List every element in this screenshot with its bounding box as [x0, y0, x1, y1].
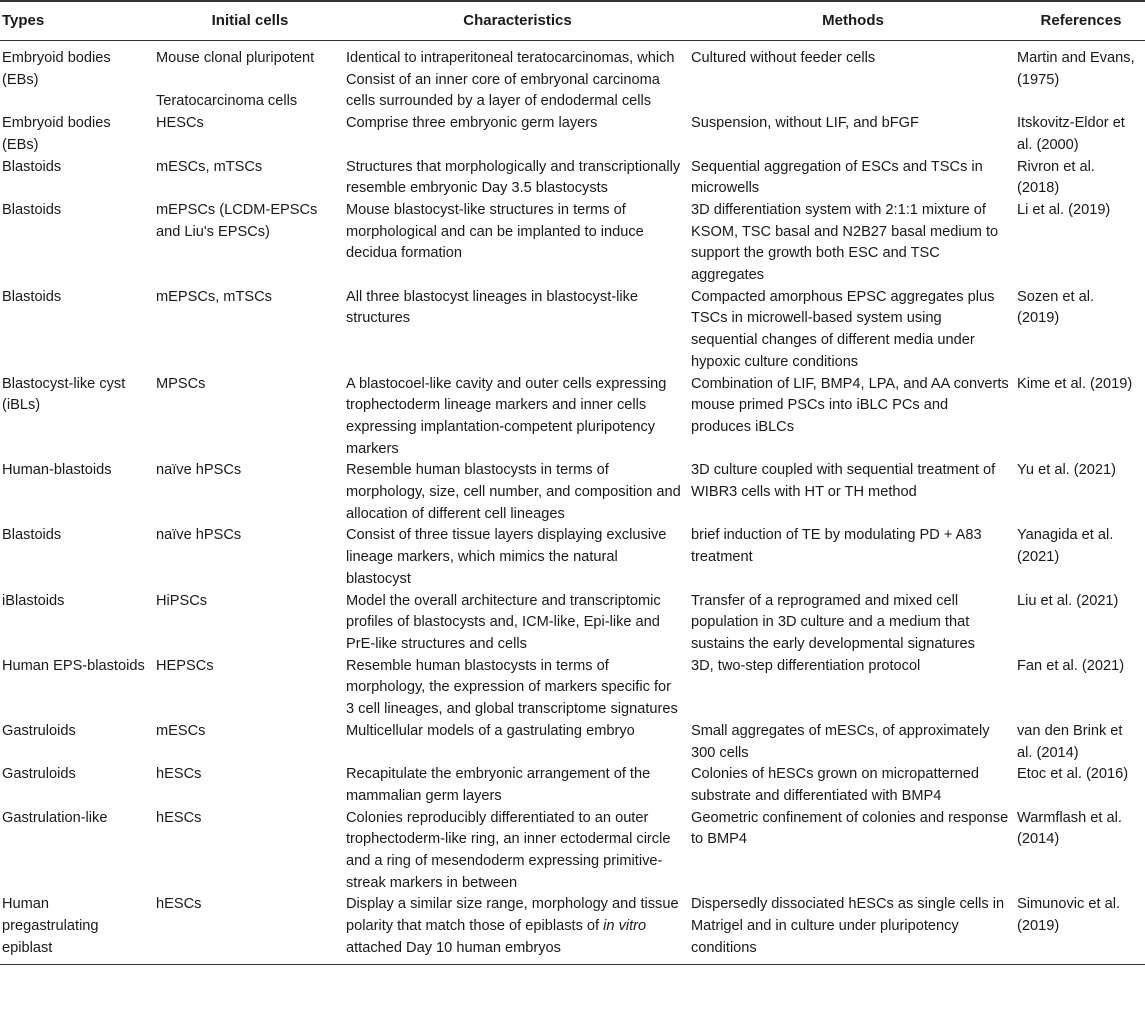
- table-row: [0, 808, 1145, 895]
- cell-references: Simunovic et al. (2019): [1015, 894, 1145, 964]
- cell-methods: Suspension, without LIF, and bFGF: [691, 115, 919, 132]
- cell-methods: Geometric confinement of colonies and response to BMP4: [691, 809, 1009, 848]
- header-initial-cells: Initial cells: [154, 1, 344, 41]
- table-row: [0, 113, 1145, 156]
- cell-methods: Small aggregates of mESCs, of approximately 300 cells: [691, 722, 990, 761]
- table-row: [0, 157, 1145, 200]
- cell-characteristics: Recapitulate the embryonic arrangement of the mammalian germ layers: [346, 766, 651, 804]
- cell-methods: brief induction of TE by modulating PD + A83 treatment: [691, 527, 982, 566]
- cell-initial-cells: HiPSCs: [156, 592, 208, 609]
- cell-initial-cells: naïve hPSCs: [156, 527, 242, 544]
- cell-references: Etoc et al. (2016): [1017, 766, 1129, 783]
- table-row: [0, 41, 1145, 114]
- table-row: [0, 591, 1145, 656]
- cell-references: Martin and Evans, (1975): [1017, 50, 1135, 88]
- cell-initial-cells: HESCs: [156, 115, 204, 132]
- cell-characteristics: [344, 894, 689, 964]
- cell-methods: Transfer of a reprogramed and mixed cell population in 3D culture and a medium that sustains the early developmental signatures: [691, 592, 975, 652]
- table-row: [0, 200, 1145, 287]
- cell-references: Kime et al. (2019): [1017, 375, 1133, 392]
- cell-types: Blastocyst-like cyst (iBLs): [2, 375, 126, 414]
- cell-types: Blastoids: [2, 527, 62, 544]
- cell-characteristics-line: Consist of an inner core of embryonal carcinoma cells surrounded by a layer of endodermal cells: [346, 71, 660, 110]
- cell-references: Li et al. (2019): [1017, 201, 1111, 218]
- cell-methods: Cultured without feeder cells: [691, 50, 876, 66]
- cell-initial-cells: mEPSCs (LCDM-EPSCs and Liu's EPSCs): [156, 201, 318, 240]
- cell-initial-cells: hESCs: [156, 809, 202, 826]
- cell-characteristics: Mouse blastocyst-like structures in terms of morphological and can be implanted to induce decidua formation: [346, 201, 644, 262]
- table-row: [0, 287, 1145, 374]
- cell-initial-cells: hESCs: [156, 766, 202, 783]
- cell-types: Blastoids: [2, 158, 62, 175]
- cell-characteristics: Comprise three embryonic germ layers: [346, 115, 598, 132]
- cell-methods: 3D differentiation system with 2:1:1 mixture of KSOM, TSC basal and N2B27 basal medium to support the growth both ESC and TSC aggregates: [691, 201, 999, 284]
- cell-initial-cells: HEPSCs: [156, 657, 214, 674]
- cell-methods: Combination of LIF, BMP4, LPA, and AA converts mouse primed PSCs into iBLC PCs and produces iBLCs: [691, 375, 1009, 435]
- cell-initial-cells-line: Mouse clonal pluripotent: [156, 50, 315, 66]
- cell-types: Gastrulation-like: [2, 809, 108, 826]
- table-row: [0, 460, 1145, 525]
- cell-references: Fan et al. (2021): [1017, 657, 1125, 674]
- cell-references: Sozen et al. (2019): [1017, 288, 1095, 327]
- cell-types: iBlastoids: [2, 592, 65, 609]
- cell-references: van den Brink et al. (2014): [1017, 722, 1123, 761]
- header-methods: Methods: [689, 1, 1015, 41]
- header-references: References: [1015, 1, 1145, 41]
- cell-characteristics-text: attached Day 10 human embryos: [346, 939, 561, 956]
- cell-characteristics-line: Identical to intraperitoneal teratocarcinomas, which: [346, 50, 675, 66]
- header-types: Types: [0, 1, 154, 41]
- cell-characteristics: Consist of three tissue layers displaying exclusive lineage markers, which mimics the natural blastocyst: [346, 527, 667, 587]
- cell-characteristics: Resemble human blastocysts in terms of morphology, the expression of markers specific for 3 cell lineages, and global transcriptome signatures: [346, 657, 678, 718]
- cell-characteristics: All three blastocyst lineages in blastocyst-like structures: [346, 288, 639, 327]
- cell-initial-cells: naïve hPSCs: [156, 462, 242, 479]
- cell-initial-cells: MPSCs: [156, 375, 206, 392]
- cell-initial-cells-line: Teratocarcinoma cells: [156, 93, 298, 110]
- cell-characteristics-text: Display a similar size range, morphology and tissue polarity that match those of epiblasts of: [346, 896, 679, 935]
- cell-types: Embryoid bodies (EBs): [2, 50, 111, 88]
- cell-types: Human EPS-blastoids: [2, 657, 145, 674]
- cell-references: Itskovitz-Eldor et al. (2000): [1017, 115, 1125, 153]
- cell-types: Gastruloids: [2, 722, 76, 739]
- table-row: [0, 656, 1145, 721]
- header-characteristics: Characteristics: [344, 1, 689, 41]
- cell-references: Yu et al. (2021): [1017, 462, 1116, 479]
- cell-initial-cells: mESCs: [156, 722, 206, 739]
- cell-initial-cells: [154, 41, 344, 114]
- cell-characteristics: Multicellular models of a gastrulating embryo: [346, 722, 635, 739]
- cell-types: Gastruloids: [2, 766, 76, 783]
- table-row: [0, 764, 1145, 807]
- cell-characteristics: [344, 41, 689, 114]
- table-row: [0, 894, 1145, 964]
- cell-characteristics: Model the overall architecture and transcriptomic profiles of blastocysts and, ICM-like, Epi-like and PrE-like structures and cells: [346, 592, 661, 652]
- table-row: [0, 374, 1145, 461]
- cell-references: Yanagida et al. (2021): [1017, 527, 1114, 566]
- cell-characteristics: A blastocoel-like cavity and outer cells expressing trophectoderm lineage markers and inner cells expressing implantation-competent pluripotency markers: [346, 375, 667, 457]
- cell-initial-cells: mEPSCs, mTSCs: [156, 288, 272, 305]
- table-row: [0, 525, 1145, 590]
- cell-initial-cells: mESCs, mTSCs: [156, 158, 263, 175]
- cell-types: Blastoids: [2, 201, 62, 218]
- cell-references: Warmflash et al. (2014): [1017, 809, 1122, 848]
- cell-methods: Colonies of hESCs grown on micropatterned substrate and differentiated with BMP4: [691, 766, 979, 804]
- cell-initial-cells: hESCs: [154, 894, 344, 964]
- cell-characteristics: Resemble human blastocysts in terms of morphology, size, cell number, and composition and allocation of different cell lineages: [346, 462, 681, 522]
- cell-types: Blastoids: [2, 288, 62, 305]
- cell-methods: 3D culture coupled with sequential treatment of WIBR3 cells with HT or TH method: [691, 462, 996, 501]
- cell-types: Human-blastoids: [2, 462, 112, 479]
- cell-references: Liu et al. (2021): [1017, 592, 1119, 609]
- cell-methods: Compacted amorphous EPSC aggregates plus TSCs in microwell-based system using sequential changes of different media under hypoxic culture conditions: [691, 288, 995, 370]
- header-row: [0, 1, 1145, 41]
- cell-references: Rivron et al. (2018): [1017, 158, 1095, 197]
- cell-types: Embryoid bodies (EBs): [2, 115, 111, 153]
- cell-methods: Sequential aggregation of ESCs and TSCs in microwells: [691, 158, 983, 197]
- cell-types: Human pregastrulating epiblast: [0, 894, 154, 964]
- cell-methods: Dispersedly dissociated hESCs as single cells in Matrigel and in culture under pluripotency conditions: [689, 894, 1015, 964]
- cell-characteristics: Colonies reproducibly differentiated to an outer trophectoderm-like ring, an inner ectodermal circle and a ring of mesendoderm expressing primitive-streak markers in between: [346, 809, 671, 891]
- cell-methods: 3D, two-step differentiation protocol: [691, 657, 921, 674]
- cell-characteristics-italic: in vitro: [603, 918, 647, 935]
- table-row: [0, 721, 1145, 764]
- cell-characteristics: Structures that morphologically and transcriptionally resemble embryonic Day 3.5 blastocysts: [346, 158, 681, 197]
